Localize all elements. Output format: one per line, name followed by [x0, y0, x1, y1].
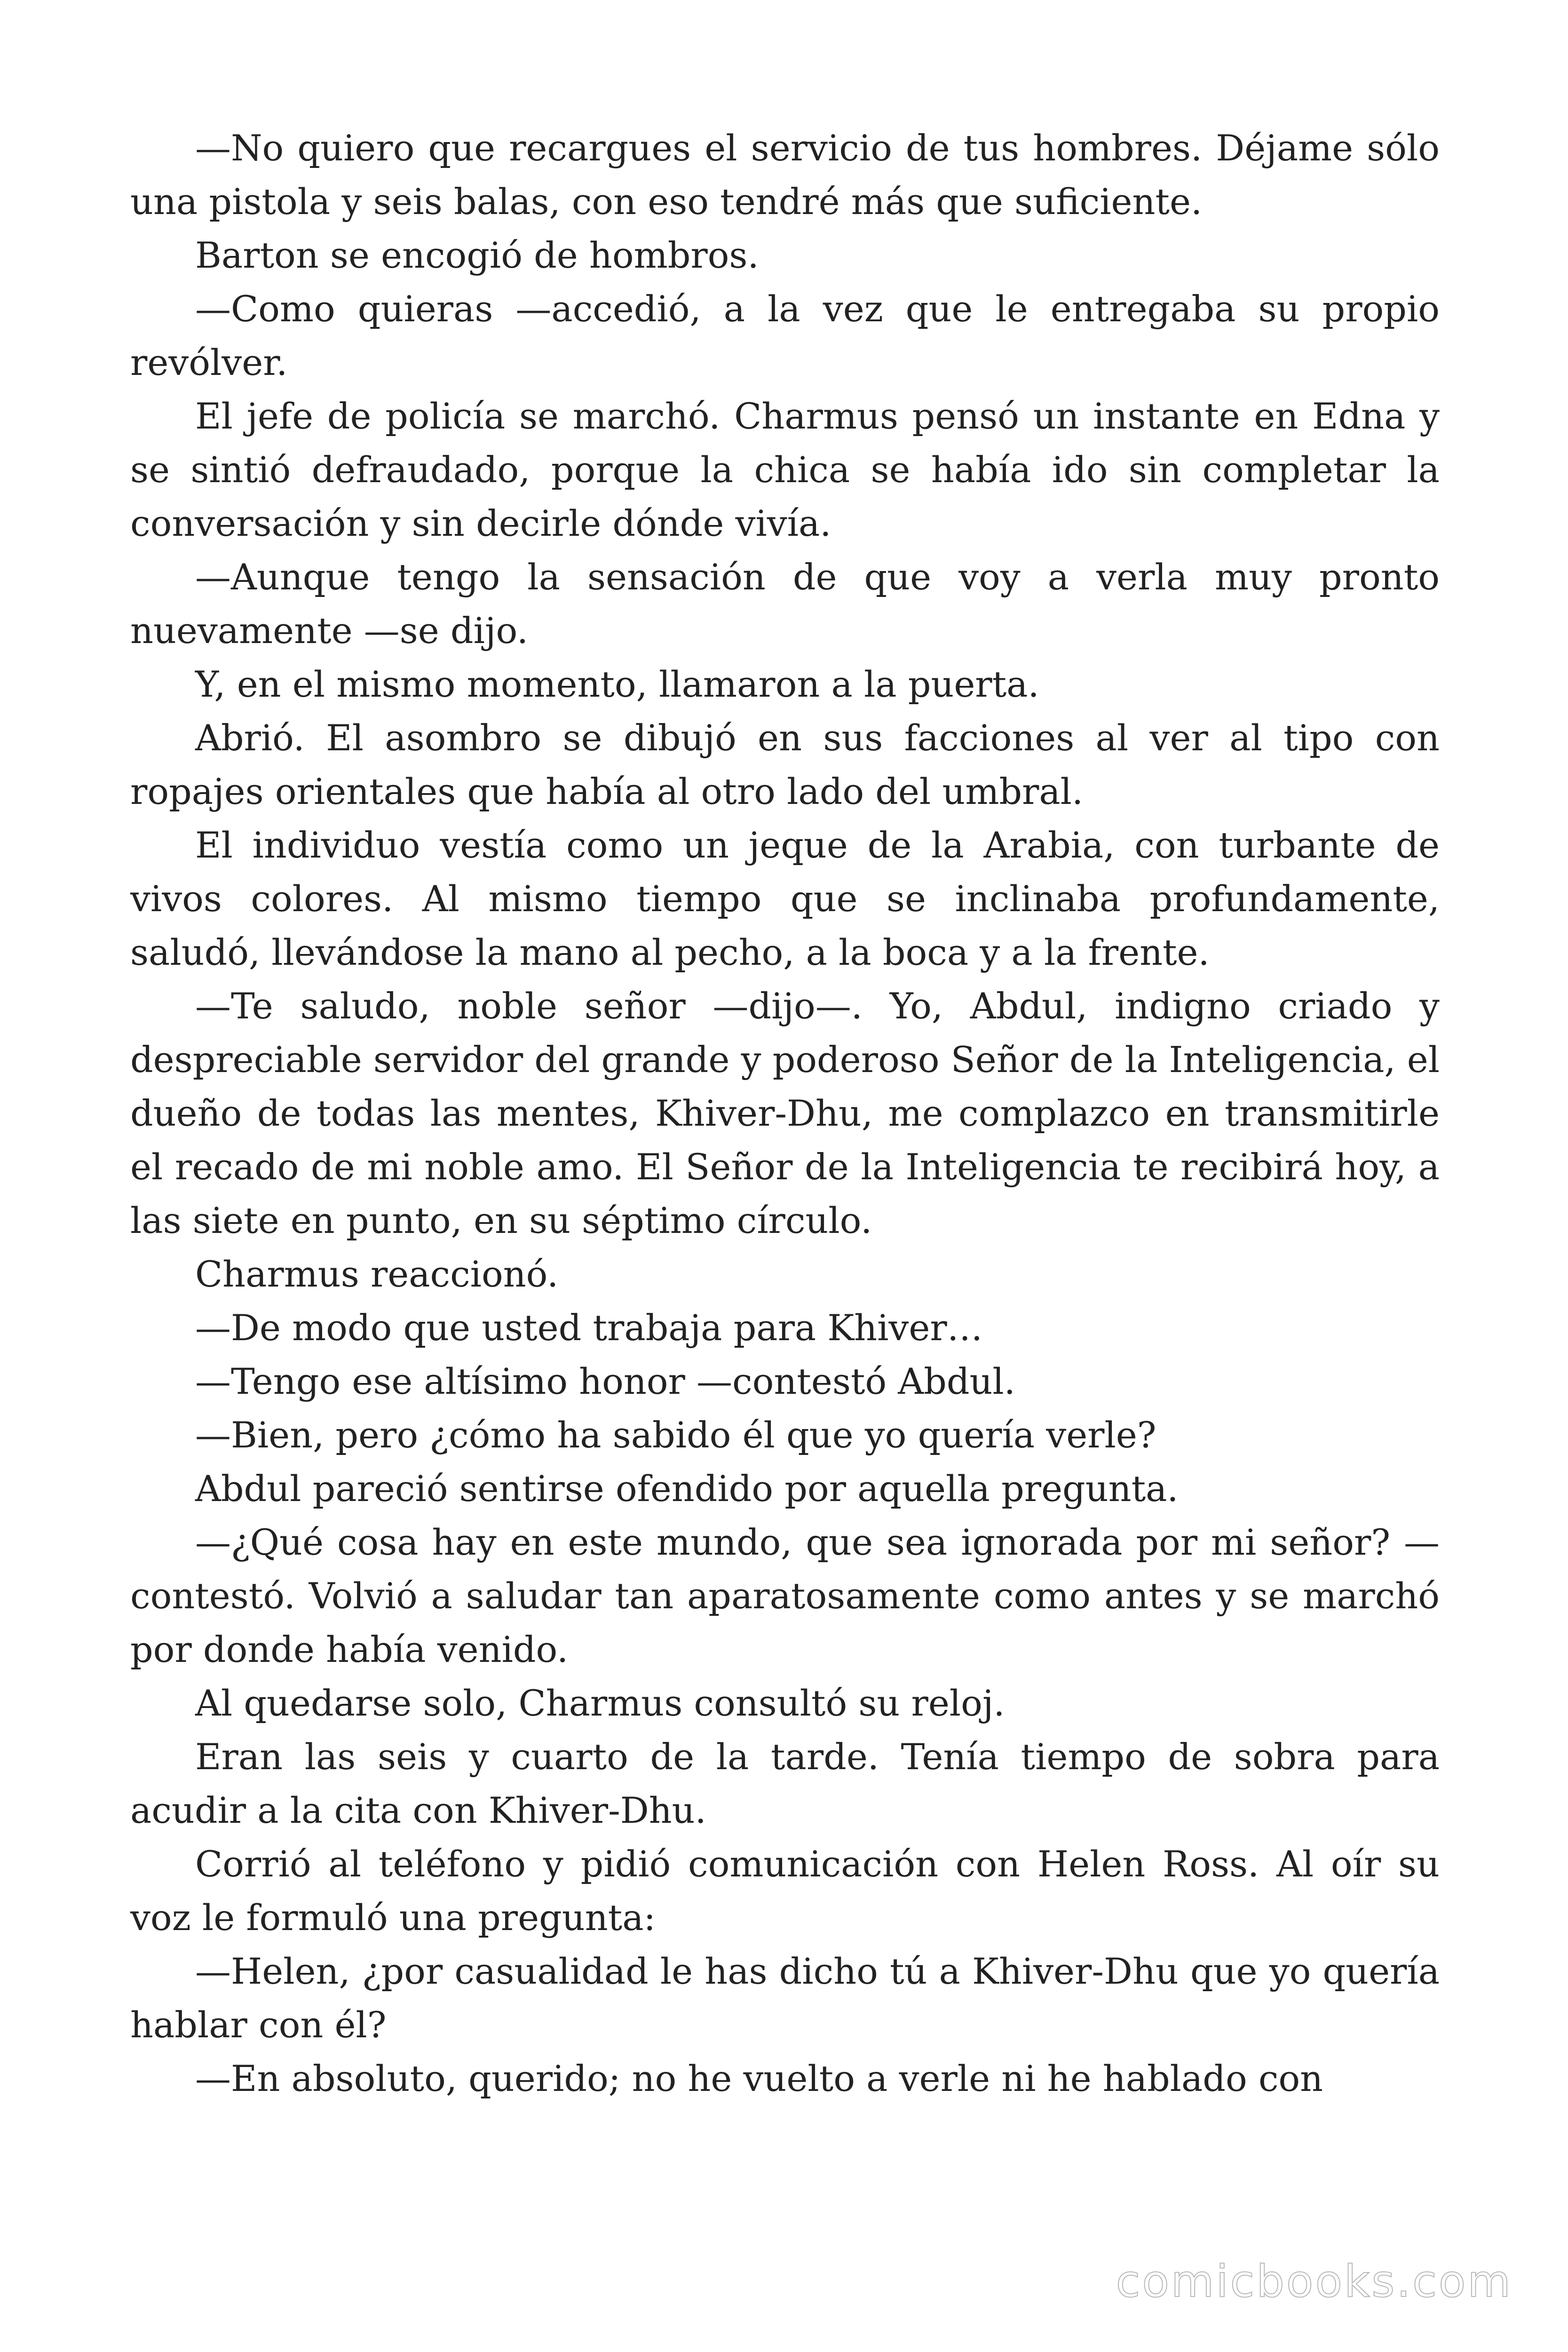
- paragraph: Charmus reaccionó.: [195, 1253, 559, 1295]
- paragraph: Barton se encogió de hombros.: [195, 234, 759, 276]
- paragraph: —En absoluto, querido; no he vuelto a verle ni he hablado con: [195, 2058, 1323, 2099]
- paragraph: Corrió al teléfono y pidió comunicación con Helen Ross. Al oír su voz le formuló una pregunta:: [130, 1843, 1440, 1939]
- paragraph: —De modo que usted trabaja para Khiver…: [195, 1307, 983, 1349]
- paragraph: Al quedarse solo, Charmus consultó su reloj.: [195, 1682, 1005, 1724]
- paragraph: Y, en el mismo momento, llamaron a la puerta.: [195, 663, 1039, 705]
- body-text: [130, 121, 1440, 2106]
- paragraph: —Aunque tengo la sensación de que voy a verla muy pronto nuevamente —se dijo.: [130, 556, 1440, 652]
- paragraph: —Bien, pero ¿cómo ha sabido él que yo quería verle?: [195, 1414, 1156, 1456]
- paragraph: Abrió. El asombro se dibujó en sus facciones al ver al tipo con ropajes orientales que había al otro lado del umbral.: [130, 717, 1440, 812]
- paragraph: —Te saludo, noble señor —dijo—. Yo, Abdul, indigno criado y despreciable servidor del grande y poderoso Señor de la Inteligencia, el dueño de todas las mentes, Khiver-Dhu, me complazco en transmitirle el recado de mi noble amo. El Señor de la Inteligencia te recibirá hoy, a las siete en punto, en su séptimo círculo.: [130, 985, 1440, 1241]
- watermark-text: comicbooks.com: [1116, 2256, 1513, 2307]
- paragraph: —Como quieras —accedió, a la vez que le entregaba su propio revólver.: [130, 288, 1440, 383]
- paragraph: —¿Qué cosa hay en este mundo, que sea ignorada por mi señor? —contestó. Volvió a saludar tan aparatosamente como antes y se marchó por donde había venido.: [130, 1521, 1440, 1670]
- paragraph: —Helen, ¿por casualidad le has dicho tú a Khiver-Dhu que yo quería hablar con él?: [130, 1950, 1440, 2046]
- paragraph: El individuo vestía como un jeque de la Arabia, con turbante de vivos colores. Al mismo tiempo que se inclinaba profundamente, saludó, llevándose la mano al pecho, a la boca y a la frente.: [130, 824, 1440, 973]
- paragraph: El jefe de policía se marchó. Charmus pensó un instante en Edna y se sintió defraudado, porque la chica se había ido sin completar la conversación y sin decirle dónde vivía.: [130, 395, 1440, 544]
- paragraph: Abdul pareció sentirse ofendido por aquella pregunta.: [195, 1468, 1179, 1510]
- paragraph: —No quiero que recargues el servicio de tus hombres. Déjame sólo una pistola y seis balas, con eso tendré más que suficiente.: [130, 127, 1440, 222]
- paragraph: —Tengo ese altísimo honor —contestó Abdul.: [195, 1360, 1015, 1402]
- paragraph: Eran las seis y cuarto de la tarde. Tenía tiempo de sobra para acudir a la cita con Khiver-Dhu.: [130, 1736, 1440, 1831]
